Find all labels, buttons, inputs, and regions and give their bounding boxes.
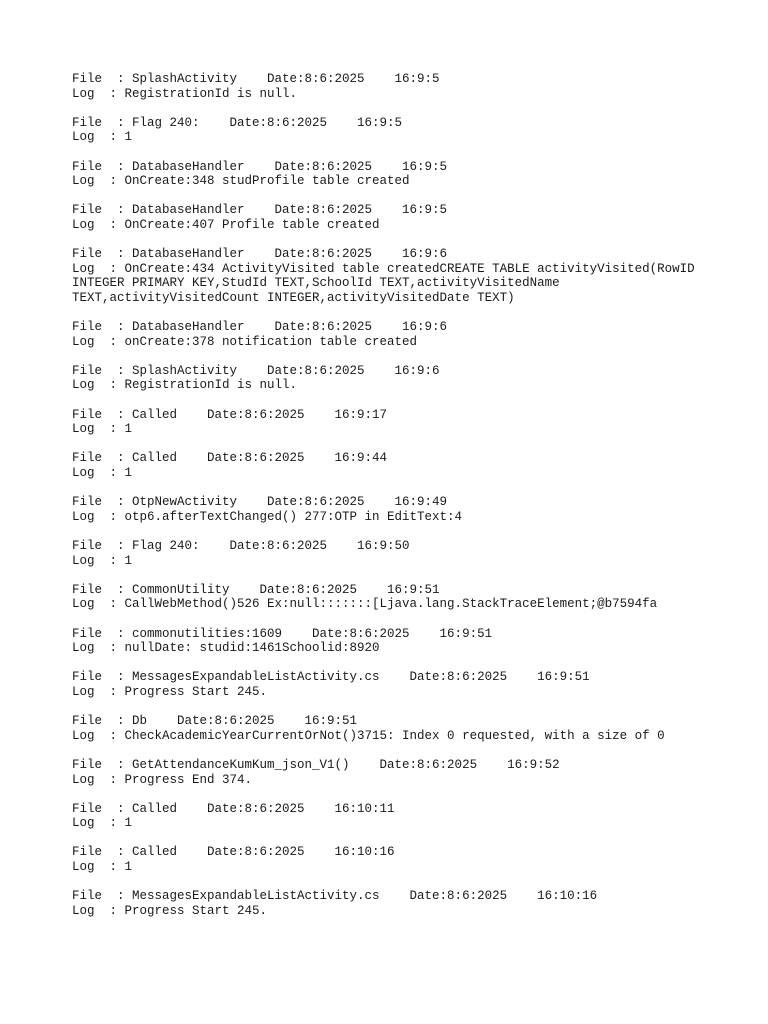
log-entry-file-line: File : MessagesExpandableListActivity.cs Date:8:6:2025 16:9:51 [72,670,590,685]
log-entry-file-line: File : DatabaseHandler Date:8:6:2025 16:9:5 [72,203,448,218]
log-entry [72,364,752,393]
log-entry [72,583,752,612]
log-entry-message-line: Log : OnCreate:407 Profile table created [72,217,380,232]
log-entry-message-line: Log : 1 [72,816,133,831]
log-entry-message-line: Log : OnCreate:434 ActivityVisited table createdCREATE TABLE activityVisited(RowID [72,261,695,276]
log-entry-file-line: File : GetAttendanceKumKum_json_V1() Date:8:6:2025 16:9:52 [72,757,560,772]
log-entry-file-line: File : SplashActivity Date:8:6:2025 16:9:6 [72,363,440,378]
log-entry [72,116,752,145]
log-entry-file-line: File : DatabaseHandler Date:8:6:2025 16:9:5 [72,159,448,174]
log-entry [72,539,752,568]
log-entry-file-line: File : Called Date:8:6:2025 16:10:16 [72,845,395,860]
log-entry-message-line: Log : Progress End 374. [72,772,253,787]
log-entry-file-line: File : DatabaseHandler Date:8:6:2025 16:9:6 [72,247,448,262]
log-entry-message-line: Log : CallWebMethod()526 Ex:null:::::::[Ljava.lang.StackTraceElement;@b7594fa [72,597,658,612]
log-entry-message-line: Log : RegistrationId is null. [72,378,298,393]
log-entry-message-line: Log : onCreate:378 notification table created [72,334,418,349]
log-entry-file-line: File : Called Date:8:6:2025 16:10:11 [72,801,395,816]
log-entry-file-line: File : MessagesExpandableListActivity.cs Date:8:6:2025 16:10:16 [72,889,598,904]
log-entry [72,758,752,787]
log-entry-message-line: Log : Progress Start 245. [72,903,268,918]
log-entry [72,495,752,524]
log-entry-message-line: Log : otp6.afterTextChanged() 277:OTP in EditText:4 [72,509,463,524]
log-entry-message-line: INTEGER PRIMARY KEY,StudId TEXT,SchoolId TEXT,activityVisitedName [72,276,560,291]
log-entry [72,627,752,656]
log-entry-message-line: Log : CheckAcademicYearCurrentOrNot()3715: Index 0 requested, with a size of 0 [72,728,665,743]
log-entry-file-line: File : commonutilities:1609 Date:8:6:2025 16:9:51 [72,626,493,641]
log-entry-file-line: File : OtpNewActivity Date:8:6:2025 16:9:49 [72,495,448,510]
log-entry [72,72,752,101]
log-entry [72,889,752,918]
log-entry [72,451,752,480]
log-entry-file-line: File : Flag 240: Date:8:6:2025 16:9:5 [72,115,403,130]
log-entry [72,714,752,743]
log-entry-file-line: File : Flag 240: Date:8:6:2025 16:9:50 [72,539,410,553]
log-entry-file-line: File : Called Date:8:6:2025 16:9:44 [72,451,388,466]
log-entry-message-line: Log : 1 [72,130,133,145]
log-entry-message-line: Log : nullDate: studid:1461Schoolid:8920 [72,641,380,656]
log-entry [72,160,752,189]
log-entry-message-line: Log : 1 [72,422,133,437]
log-entry-message-line: Log : 1 [72,466,133,481]
log-entry-message-line: TEXT,activityVisitedCount INTEGER,activityVisitedDate TEXT) [72,290,515,305]
log-entry [72,670,752,699]
log-entry [72,845,752,874]
log-entry-file-line: File : CommonUtility Date:8:6:2025 16:9:51 [72,582,440,597]
log-entry-message-line: Log : OnCreate:348 studProfile table created [72,174,410,189]
log-entry-file-line: File : DatabaseHandler Date:8:6:2025 16:9:6 [72,320,448,335]
log-entry-file-line: File : Called Date:8:6:2025 16:9:17 [72,407,388,422]
log-entry-message-line: Log : 1 [72,860,133,875]
log-entry [72,203,752,232]
log-entry-message-line: Log : 1 [72,553,133,568]
log-entry-file-line: File : SplashActivity Date:8:6:2025 16:9:5 [72,72,440,86]
log-entry [72,408,752,437]
log-entry [72,247,752,305]
log-entry-message-line: Log : RegistrationId is null. [72,86,298,101]
log-entry [72,320,752,349]
log-entry [72,802,752,831]
log-entry-message-line: Log : Progress Start 245. [72,684,268,699]
log-document [72,72,752,933]
log-entry-file-line: File : Db Date:8:6:2025 16:9:51 [72,714,358,729]
